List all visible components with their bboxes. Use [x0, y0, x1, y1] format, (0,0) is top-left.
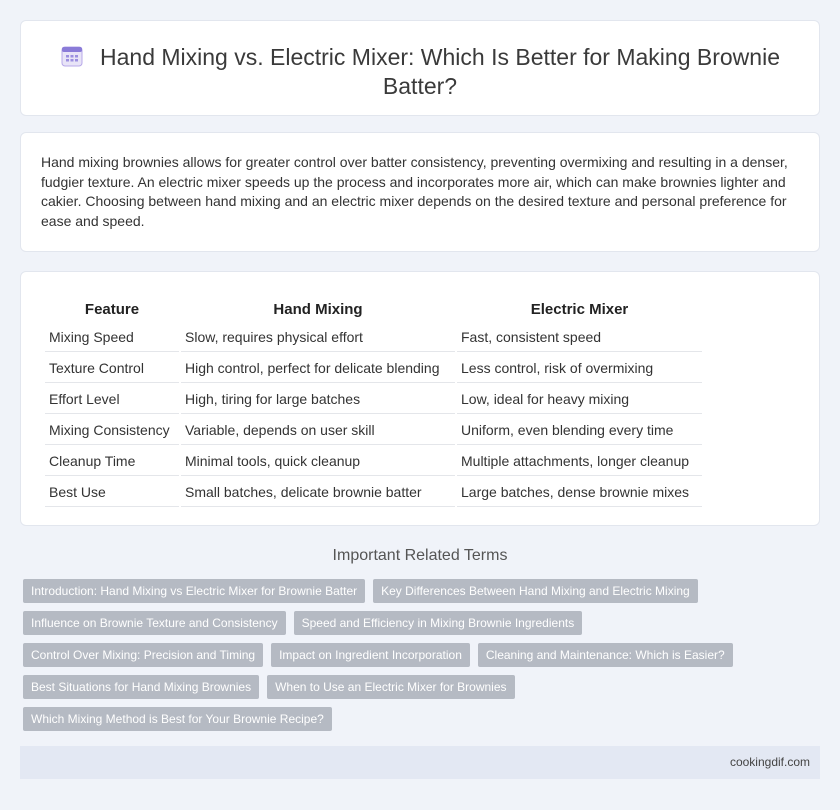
tag-row [23, 675, 823, 699]
cell-feature: Best Use [45, 478, 179, 507]
page-title-container [51, 43, 789, 101]
table-row [45, 354, 702, 383]
table-row [45, 323, 702, 352]
related-terms-title: Important Related Terms [332, 547, 508, 564]
tag-row [23, 707, 823, 731]
table-row [45, 385, 702, 414]
related-tag[interactable]: Best Situations for Hand Mixing Brownies [23, 675, 259, 699]
cell-electric-mixer: Low, ideal for heavy mixing [457, 385, 702, 414]
cell-hand-mixing: Small batches, delicate brownie batter [181, 478, 455, 507]
related-tag[interactable]: Which Mixing Method is Best for Your Brownie Recipe? [23, 707, 332, 731]
related-terms-tags [23, 579, 823, 739]
table-header-row [45, 297, 702, 321]
related-tag[interactable]: Key Differences Between Hand Mixing and Electric Mixing [373, 579, 698, 603]
related-tag[interactable]: Introduction: Hand Mixing vs Electric Mixer for Brownie Batter [23, 579, 365, 603]
related-tag[interactable]: Control Over Mixing: Precision and Timing [23, 643, 263, 667]
header-feature: Feature [84, 300, 140, 318]
table-row [45, 416, 702, 445]
cell-feature: Texture Control [45, 354, 179, 383]
related-tag[interactable]: When to Use an Electric Mixer for Brownies [267, 675, 514, 699]
footer [20, 746, 820, 779]
page-title: Hand Mixing vs. Electric Mixer: Which Is Better for Making Brownie Batter? [100, 44, 780, 99]
calendar-icon [60, 44, 84, 68]
header-electric-mixer: Electric Mixer [530, 300, 629, 318]
cell-feature: Effort Level [45, 385, 179, 414]
tag-row [23, 643, 823, 667]
related-tag[interactable]: Speed and Efficiency in Mixing Brownie Ingredients [294, 611, 583, 635]
cell-electric-mixer: Multiple attachments, longer cleanup [457, 447, 702, 476]
related-tag[interactable]: Impact on Ingredient Incorporation [271, 643, 470, 667]
related-tag[interactable]: Influence on Brownie Texture and Consistency [23, 611, 286, 635]
cell-feature: Mixing Speed [45, 323, 179, 352]
footer-site-link[interactable]: cookingdif.com [729, 755, 810, 769]
table-row [45, 478, 702, 507]
tag-row [23, 579, 823, 603]
cell-electric-mixer: Fast, consistent speed [457, 323, 702, 352]
related-tag[interactable]: Cleaning and Maintenance: Which is Easier? [478, 643, 733, 667]
table-row [45, 447, 702, 476]
comparison-table-card [20, 271, 820, 526]
intro-paragraph: Hand mixing brownies allows for greater control over batter consistency, preventing overmixing and resulting in a denser, fudgier texture. An electric mixer speeds up the process and incorporates more air, which can make brownies lighter and cakier. Choosing between hand mixing and an electric mixer depends on the desired texture and personal preference for ease and speed. [41, 154, 788, 229]
tag-row [23, 611, 823, 635]
comparison-table [43, 295, 704, 509]
cell-feature: Cleanup Time [45, 447, 179, 476]
cell-hand-mixing: Minimal tools, quick cleanup [181, 447, 455, 476]
cell-hand-mixing: High, tiring for large batches [181, 385, 455, 414]
cell-hand-mixing: Variable, depends on user skill [181, 416, 455, 445]
header-card [20, 20, 820, 116]
cell-electric-mixer: Less control, risk of overmixing [457, 354, 702, 383]
intro-card [20, 132, 820, 252]
header-hand-mixing: Hand Mixing [273, 300, 363, 318]
cell-electric-mixer: Large batches, dense brownie mixes [457, 478, 702, 507]
cell-feature: Mixing Consistency [45, 416, 179, 445]
cell-hand-mixing: Slow, requires physical effort [181, 323, 455, 352]
cell-hand-mixing: High control, perfect for delicate blending [181, 354, 455, 383]
cell-electric-mixer: Uniform, even blending every time [457, 416, 702, 445]
